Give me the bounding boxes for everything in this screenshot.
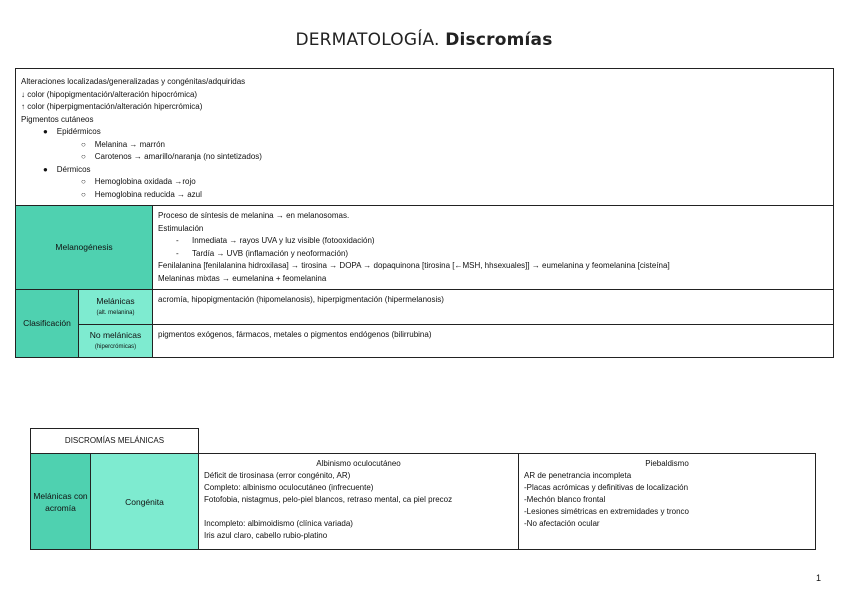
circle-bullet-icon: ○ (81, 189, 95, 199)
page-number: 1 (815, 573, 821, 583)
dash-item: - Inmediata → rayos UVA y luz visible (fotooxidación) (176, 236, 375, 245)
class-desc-no-melanicas: pigmentos exógenos, fármacos, metales o pigmentos endógenos (bilirrubina) (153, 325, 834, 358)
list-item: ● Dérmicos (43, 164, 91, 174)
intro-line: Alteraciones localizadas/generalizadas y congénitas/adquiridas (21, 77, 246, 86)
class-name-no-melanicas: No melánicas (hipercrómicas) (79, 325, 153, 358)
bullet-icon: ● (43, 164, 57, 174)
empty-cell (199, 429, 816, 454)
list-item: ○ Melanina → marrón (81, 139, 165, 149)
list-item: ○ Carotenos → amarillo/naranja (no sintetizados) (81, 152, 262, 161)
circle-bullet-icon: ○ (81, 152, 95, 161)
albinismo-cell (199, 454, 519, 550)
piebaldismo-title: Piebaldismo (645, 459, 689, 468)
text-line: Proceso de síntesis de melanina → en melanosomas. (158, 211, 350, 220)
main-table (15, 68, 834, 358)
circle-bullet-icon: ○ (81, 139, 95, 149)
dash-item: - Tardía → UVB (inflamación y neoformación) (176, 248, 349, 258)
piebaldismo-cell (519, 454, 816, 550)
text-line: -Mechón blanco frontal (524, 495, 606, 504)
intro-line: ↓ color (hipopigmentación/alteración hipocrómica) (21, 89, 198, 99)
list-item: ● Epidérmicos (43, 127, 101, 136)
list-item: ○ Hemoglobina oxidada →rojo (81, 177, 196, 186)
row-type: Congénita (91, 454, 199, 550)
pigments-heading: Pigmentos cutáneos (21, 114, 94, 124)
title-prefix: DERMATOLOGÍA. (295, 30, 440, 50)
melanogenesis-label: Melanogénesis (16, 206, 153, 290)
text-line: -Placas acrómicas y definitivas de localización (524, 483, 689, 492)
text-line: Déficit de tirosinasa (error congénito, AR) (204, 471, 351, 480)
text-line: Iris azul claro, cabello rubio-platino (204, 531, 328, 540)
text-line: Melaninas mixtas → eumelanina + feomelanina (158, 273, 327, 283)
class-desc-melanicas: acromía, hipopigmentación (hipomelanosis), hiperpigmentación (hipermelanosis) (153, 290, 834, 325)
discromias-table (30, 428, 816, 550)
text-line: -No afectación ocular (524, 519, 600, 528)
text-line: Fotofobia, nistagmus, pelo-piel blancos, retraso mental, ca piel precoz (204, 495, 453, 504)
text-line: Fenilalanina [fenilalanina hidroxilasa] → tirosina → DOPA → dopaquinona [tirosina [←MSH, hhsexuales]] → eumelanina y feomelanina [cisteína] (158, 261, 670, 270)
text-line: AR de penetrancia incompleta (524, 471, 632, 480)
melanogenesis-content (153, 206, 834, 290)
class-name-melanicas: Melánicas (alt. melanina) (79, 290, 153, 325)
list-item: ○ Hemoglobina reducida → azul (81, 189, 202, 199)
title-main: Discromías (445, 30, 553, 50)
table2-header: DISCROMÍAS MELÁNICAS (31, 429, 199, 454)
bullet-icon: ● (43, 127, 57, 136)
row-label: Melánicas con acromía (31, 454, 91, 550)
text-line: Incompleto: albimoidismo (clínica variada) (204, 519, 353, 528)
albinismo-title: Albinismo oculocutáneo (316, 459, 401, 468)
intro-line: ↑ color (hiperpigmentación/alteración hipercrómica) (21, 102, 203, 111)
page-title (0, 30, 848, 50)
intro-cell (16, 69, 834, 206)
text-line: Estimulación (158, 223, 204, 233)
circle-bullet-icon: ○ (81, 177, 95, 186)
text-line: -Lesiones simétricas en extremidades y tronco (524, 507, 689, 516)
text-line: Completo: albinismo oculocutáneo (infrecuente) (204, 483, 374, 492)
classification-label: Clasificación (16, 290, 79, 358)
